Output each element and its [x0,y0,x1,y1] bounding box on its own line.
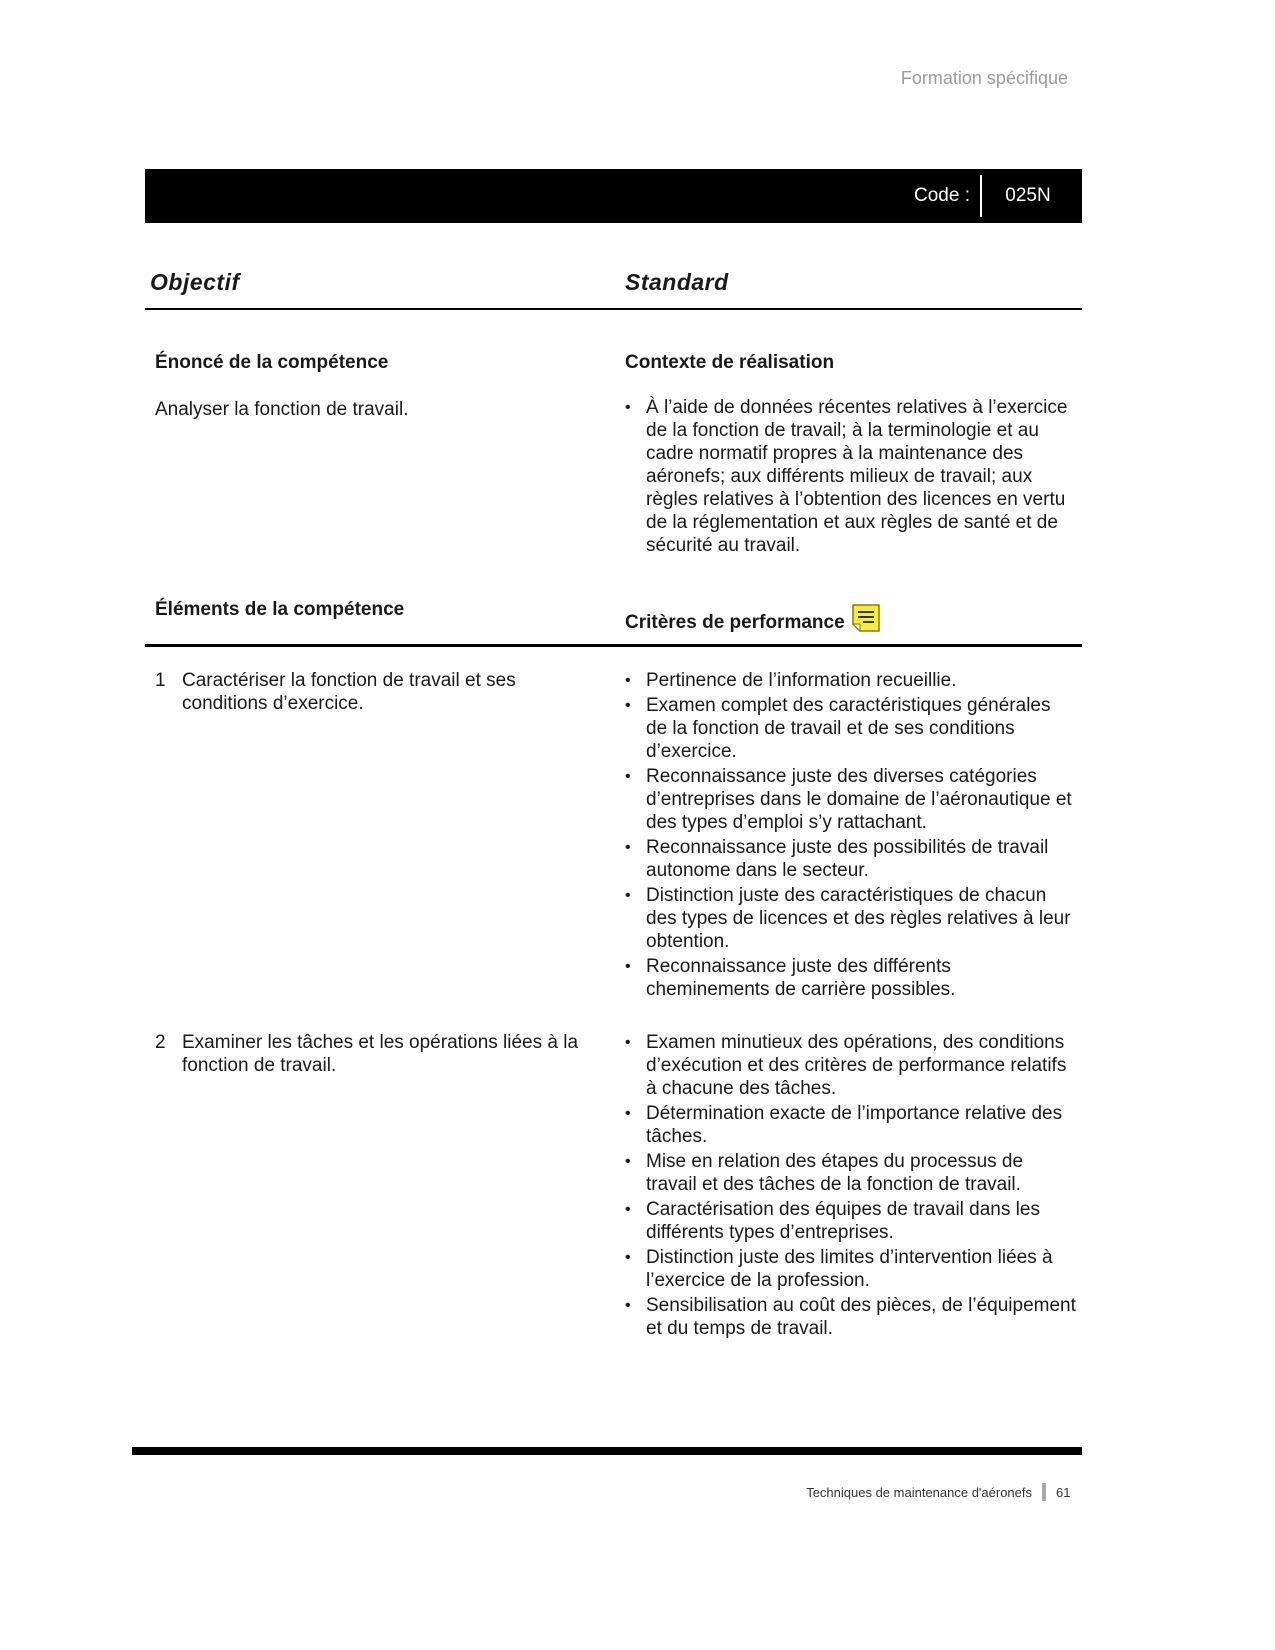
list-item [625,1198,1076,1244]
enonce-contexte-row [145,352,1082,557]
enonce-text: Analyser la fonction de travail. [155,399,409,420]
code-label: Code : [914,185,970,206]
elements-title: Éléments de la compétence [155,599,405,620]
bullet-icon: • [625,672,631,689]
contexte-bullet-list [625,396,1076,557]
list-item [625,1031,1076,1100]
element-number: 2 [155,1032,166,1053]
code-value: 025N [1005,185,1051,206]
bullet-icon: • [625,1034,631,1051]
list-item [625,836,1076,882]
critere-text: Détermination exacte de l’importance relative des tâches. [646,1103,1063,1147]
critere-text: Reconnaissance juste des possibilités de travail autonome dans le secteur. [646,837,1049,881]
bullet-icon: • [625,1201,631,1218]
element-row-2 [145,1031,1082,1340]
criteres-list-2 [625,1031,1076,1340]
sticky-note-icon[interactable] [851,603,881,638]
bullet-icon: • [625,697,631,714]
running-header: Formation spécifique [900,68,1068,88]
list-item [625,765,1076,834]
page-number: 61 [1056,1484,1071,1500]
enonce-title: Énoncé de la compétence [155,352,389,373]
list-item [625,669,1076,692]
critere-text: Reconnaissance juste des diverses catégories d’entreprises dans le domaine de l’aéronautique et des types d’emploi s’y rattachant. [646,766,1072,833]
bullet-icon: • [625,839,631,856]
bullet-icon: • [625,1153,631,1170]
criteres-list-1 [625,669,1076,1001]
footer-divider [1042,1483,1046,1501]
criteres-title: Critères de performance [625,612,845,633]
elements-criteres-header [145,599,1082,647]
objectif-heading: Objectif [150,269,240,295]
critere-text: Mise en relation des étapes du processus de travail et des tâches de la fonction de travail. [646,1151,1024,1195]
element-row-1 [145,669,1082,1001]
critere-text: Sensibilisation au coût des pièces, de l’équipement et du temps de travail. [646,1295,1076,1339]
critere-text: Examen minutieux des opérations, des conditions d’exécution et des critères de performance relatifs à chacune des tâches. [646,1032,1067,1099]
element-text: Caractériser la fonction de travail et ses conditions d’exercice. [182,670,516,714]
element-text: Examiner les tâches et les opérations liées à la fonction de travail. [182,1032,579,1076]
code-bar [145,169,1082,223]
list-item [625,1102,1076,1148]
column-headers [145,269,1082,310]
standard-heading: Standard [625,269,729,295]
element-number: 1 [155,670,166,691]
bullet-icon: • [625,1105,631,1122]
list-item [625,694,1076,763]
critere-text: Distinction juste des caractéristiques de chacun des types de licences et des règles relatives à leur obtention. [646,885,1071,952]
contexte-bullet-text: À l’aide de données récentes relatives à l’exercice de la fonction de travail; à la terminologie et au cadre normatif propres à la maintenance des aéronefs; aux différents milieux de travail; aux règles relatives à l’obtention des licences en vertu de la réglementation et aux règles de santé et de sécurité au travail. [646,397,1068,556]
contexte-title: Contexte de réalisation [625,352,835,373]
list-item [625,884,1076,953]
list-item [625,1150,1076,1196]
list-item [625,1246,1076,1292]
footer-rule [132,1447,1082,1455]
footer-text: Techniques de maintenance d'aéronefs [806,1484,1032,1500]
page-content [145,0,1082,1340]
critere-text: Examen complet des caractéristiques générales de la fonction de travail et de ses conditions d’exercice. [646,695,1051,762]
critere-text: Pertinence de l’information recueillie. [646,670,957,691]
bullet-icon: • [625,958,631,975]
critere-text: Reconnaissance juste des différents cheminements de carrière possibles. [646,956,956,1000]
footer [132,1483,1082,1501]
bullet-icon: • [625,768,631,785]
bullet-icon: • [625,1297,631,1314]
critere-text: Distinction juste des limites d’intervention liées à l’exercice de la profession. [646,1247,1053,1291]
list-item [625,955,1076,1001]
list-item [625,396,1076,557]
critere-text: Caractérisation des équipes de travail dans les différents types d’entreprises. [646,1199,1040,1243]
bullet-icon: • [625,1249,631,1266]
list-item [625,1294,1076,1340]
bullet-icon: • [625,887,631,904]
bullet-icon: • [625,399,631,416]
